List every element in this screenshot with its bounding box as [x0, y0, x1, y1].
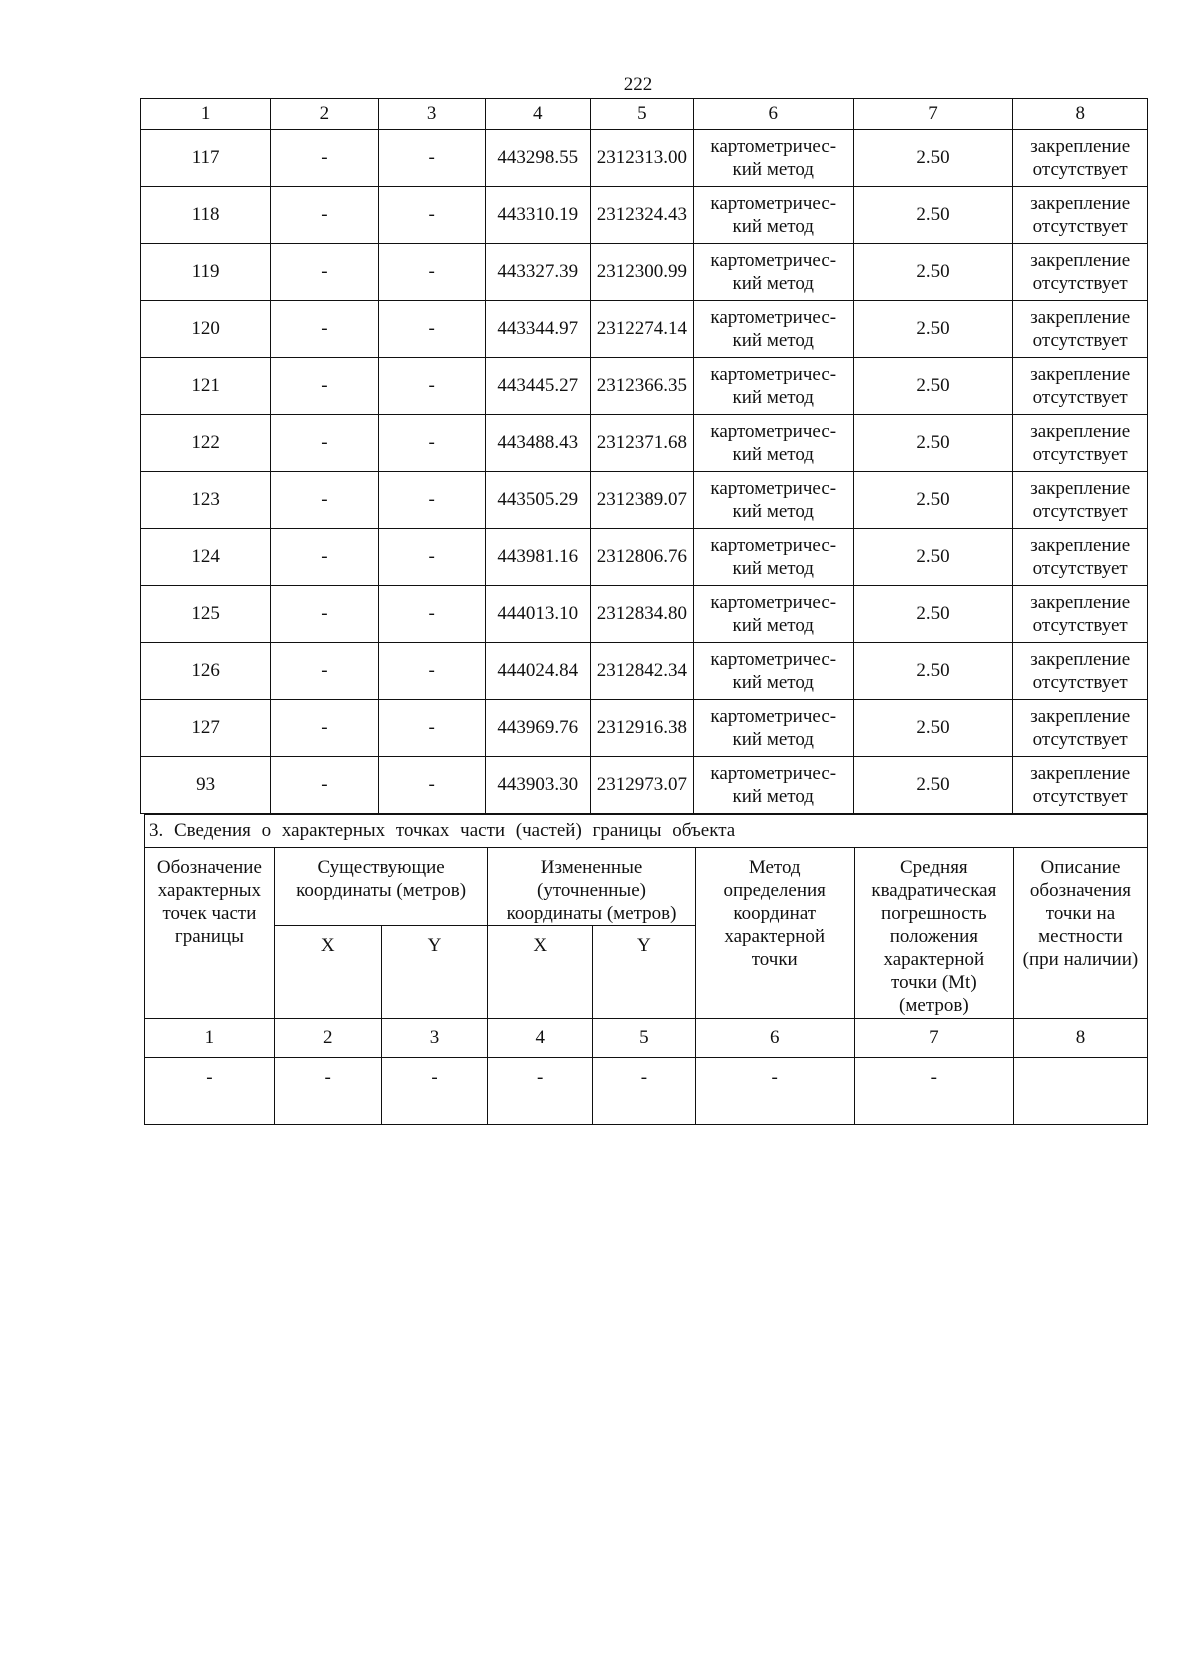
existing-x: - — [271, 757, 378, 814]
point-number: 124 — [141, 529, 271, 586]
header-changed-y: Y — [593, 926, 696, 1019]
description-line: отсутствует — [1032, 444, 1128, 465]
method-line: кий метод — [732, 387, 814, 408]
coordinate-y: 2312834.80 — [590, 586, 693, 643]
point-number: 123 — [141, 472, 271, 529]
description-line: отсутствует — [1032, 216, 1128, 237]
point-number: 127 — [141, 700, 271, 757]
method-line: кий метод — [732, 159, 814, 180]
point-number: 122 — [141, 415, 271, 472]
description-cell — [1013, 643, 1148, 700]
description-cell — [1013, 244, 1148, 301]
existing-x: - — [271, 700, 378, 757]
method-line: кий метод — [732, 558, 814, 579]
method-line: картометричес- — [710, 307, 837, 328]
header-line: точки на — [1045, 903, 1116, 924]
table-row — [141, 358, 1148, 415]
existing-y: - — [378, 586, 485, 643]
description-line: отсутствует — [1032, 558, 1128, 579]
description-line: отсутствует — [1032, 729, 1128, 750]
existing-x: - — [271, 358, 378, 415]
method-line: картометричес- — [710, 364, 837, 385]
coordinate-x: 443488.43 — [485, 415, 590, 472]
header-line: координаты (метров) — [296, 880, 467, 901]
method-line: кий метод — [732, 729, 814, 750]
mean-square-error: 2.50 — [853, 757, 1013, 814]
coordinate-x: 443505.29 — [485, 472, 590, 529]
header-line: точки — [751, 949, 798, 970]
mean-square-error: 2.50 — [853, 472, 1013, 529]
coordinate-y: 2312324.43 — [590, 187, 693, 244]
point-number: 126 — [141, 643, 271, 700]
coordinate-x: 443969.76 — [485, 700, 590, 757]
description-line: отсутствует — [1032, 330, 1128, 351]
header-line: обозначения — [1029, 880, 1131, 901]
table-row — [141, 643, 1148, 700]
header-changed-x: X — [488, 926, 593, 1019]
existing-y: - — [378, 187, 485, 244]
coordinate-y: 2312274.14 — [590, 301, 693, 358]
coordinate-y: 2312300.99 — [590, 244, 693, 301]
coordinate-y: 2312806.76 — [590, 529, 693, 586]
header-line: Существующие — [317, 857, 445, 878]
coordinate-x: 443981.16 — [485, 529, 590, 586]
mean-square-error: 2.50 — [853, 130, 1013, 187]
section-title: 3. Сведения о характерных точках части (частей) границы объекта — [145, 815, 1148, 848]
existing-y: - — [378, 529, 485, 586]
existing-x: - — [271, 586, 378, 643]
method-line: картометричес- — [710, 706, 837, 727]
description-line: закрепление — [1030, 307, 1131, 328]
header-line: квадратическая — [871, 880, 997, 901]
header-line: характерных — [157, 880, 262, 901]
header-line: (уточненные) — [537, 880, 646, 901]
coordinate-x: 444024.84 — [485, 643, 590, 700]
method-line: кий метод — [732, 672, 814, 693]
method-line: картометричес- — [710, 136, 837, 157]
coordinate-x: 443445.27 — [485, 358, 590, 415]
existing-y: - — [378, 415, 485, 472]
existing-x: - — [271, 301, 378, 358]
header-designation — [145, 848, 275, 1019]
header-line: Описание — [1040, 857, 1121, 878]
mean-square-error: 2.50 — [853, 415, 1013, 472]
header-existing-coordinates — [274, 848, 488, 926]
page-number: 222 — [623, 74, 653, 95]
description-cell — [1013, 586, 1148, 643]
method-line: картометричес- — [710, 193, 837, 214]
point-number: 120 — [141, 301, 271, 358]
method-line: картометричес- — [710, 592, 837, 613]
description-line: отсутствует — [1032, 786, 1128, 807]
data-cell-7: - — [854, 1058, 1013, 1125]
column-number-1: 1 — [145, 1019, 275, 1058]
description-line: закрепление — [1030, 364, 1131, 385]
method-cell — [693, 358, 853, 415]
existing-y: - — [378, 244, 485, 301]
method-line: картометричес- — [710, 421, 837, 442]
boundary-points-table — [140, 98, 1148, 814]
data-cell-6: - — [695, 1058, 854, 1125]
description-line: закрепление — [1030, 421, 1131, 442]
description-line: закрепление — [1030, 706, 1131, 727]
table-row — [141, 301, 1148, 358]
method-line: картометричес- — [710, 763, 837, 784]
coordinate-x: 443903.30 — [485, 757, 590, 814]
coordinate-x: 443344.97 — [485, 301, 590, 358]
mean-square-error: 2.50 — [853, 643, 1013, 700]
method-cell — [693, 130, 853, 187]
column-number-3: 3 — [378, 99, 485, 130]
description-line: закрепление — [1030, 478, 1131, 499]
description-line: отсутствует — [1032, 159, 1128, 180]
description-cell — [1013, 130, 1148, 187]
description-cell — [1013, 301, 1148, 358]
column-number-5: 5 — [590, 99, 693, 130]
column-number-4: 4 — [488, 1019, 593, 1058]
description-line: закрепление — [1030, 592, 1131, 613]
column-number-6: 6 — [695, 1019, 854, 1058]
table-row — [141, 586, 1148, 643]
header-changed-coordinates — [488, 848, 695, 926]
description-line: закрепление — [1030, 250, 1131, 271]
mean-square-error: 2.50 — [853, 244, 1013, 301]
existing-x: - — [271, 415, 378, 472]
header-line: погрешность — [881, 903, 987, 924]
method-line: кий метод — [732, 330, 814, 351]
header-line: Средняя — [900, 857, 968, 878]
point-number: 93 — [141, 757, 271, 814]
method-line: кий метод — [732, 216, 814, 237]
part-boundary-points-table — [144, 814, 1148, 1125]
existing-y: - — [378, 472, 485, 529]
column-number-row — [141, 99, 1148, 130]
data-cell-2: - — [274, 1058, 381, 1125]
method-line: кий метод — [732, 786, 814, 807]
table-row — [141, 130, 1148, 187]
header-line: характерной — [724, 926, 826, 947]
mean-square-error: 2.50 — [853, 301, 1013, 358]
point-number: 119 — [141, 244, 271, 301]
column-number-row — [145, 1019, 1148, 1058]
header-line: Обозначение — [156, 857, 262, 878]
method-line: картометричес- — [710, 250, 837, 271]
description-cell — [1013, 700, 1148, 757]
header-line: местности — [1038, 926, 1123, 947]
description-cell — [1013, 358, 1148, 415]
header-line: границы — [174, 926, 244, 947]
description-line: закрепление — [1030, 136, 1131, 157]
existing-y: - — [378, 130, 485, 187]
mean-square-error: 2.50 — [853, 187, 1013, 244]
table-row — [145, 1058, 1148, 1125]
data-cell-8 — [1013, 1058, 1147, 1125]
method-cell — [693, 586, 853, 643]
table-row — [141, 244, 1148, 301]
column-number-7: 7 — [853, 99, 1013, 130]
column-number-5: 5 — [593, 1019, 696, 1058]
header-line: Измененные — [540, 857, 643, 878]
existing-y: - — [378, 301, 485, 358]
method-cell — [693, 529, 853, 586]
header-line: положения — [889, 926, 978, 947]
column-number-3: 3 — [381, 1019, 488, 1058]
coordinate-y: 2312313.00 — [590, 130, 693, 187]
mean-square-error: 2.50 — [853, 358, 1013, 415]
method-line: кий метод — [732, 501, 814, 522]
description-cell — [1013, 472, 1148, 529]
coordinate-y: 2312973.07 — [590, 757, 693, 814]
existing-x: - — [271, 472, 378, 529]
column-number-8: 8 — [1013, 99, 1148, 130]
description-line: отсутствует — [1032, 273, 1128, 294]
existing-y: - — [378, 643, 485, 700]
column-number-4: 4 — [485, 99, 590, 130]
method-line: кий метод — [732, 273, 814, 294]
method-line: картометричес- — [710, 535, 837, 556]
method-cell — [693, 244, 853, 301]
header-line: (при наличии) — [1022, 949, 1139, 970]
description-line: закрепление — [1030, 535, 1131, 556]
header-line: определения — [723, 880, 826, 901]
method-line: картометричес- — [710, 478, 837, 499]
description-cell — [1013, 415, 1148, 472]
header-line: (метров) — [899, 995, 969, 1016]
coordinate-x: 443298.55 — [485, 130, 590, 187]
coordinate-y: 2312842.34 — [590, 643, 693, 700]
header-mean-square-error — [854, 848, 1013, 1019]
header-existing-y: Y — [381, 926, 488, 1019]
description-line: закрепление — [1030, 193, 1131, 214]
header-line: характерной — [883, 949, 985, 970]
header-method — [695, 848, 854, 1019]
existing-y: - — [378, 700, 485, 757]
description-line: отсутствует — [1032, 615, 1128, 636]
mean-square-error: 2.50 — [853, 700, 1013, 757]
existing-x: - — [271, 643, 378, 700]
column-number-2: 2 — [271, 99, 378, 130]
coordinate-x: 443310.19 — [485, 187, 590, 244]
data-cell-3: - — [381, 1058, 488, 1125]
coordinate-x: 444013.10 — [485, 586, 590, 643]
header-existing-x: X — [274, 926, 381, 1019]
method-line: кий метод — [732, 615, 814, 636]
method-cell — [693, 700, 853, 757]
table-row — [141, 757, 1148, 814]
point-number: 125 — [141, 586, 271, 643]
method-cell — [693, 643, 853, 700]
method-line: картометричес- — [710, 649, 837, 670]
method-cell — [693, 415, 853, 472]
description-cell — [1013, 187, 1148, 244]
existing-x: - — [271, 130, 378, 187]
method-line: кий метод — [732, 444, 814, 465]
column-number-8: 8 — [1013, 1019, 1147, 1058]
table-row — [141, 529, 1148, 586]
coordinate-y: 2312916.38 — [590, 700, 693, 757]
table-row — [141, 700, 1148, 757]
method-cell — [693, 187, 853, 244]
table-row — [141, 472, 1148, 529]
point-number: 121 — [141, 358, 271, 415]
description-line: закрепление — [1030, 649, 1131, 670]
mean-square-error: 2.50 — [853, 529, 1013, 586]
existing-x: - — [271, 529, 378, 586]
coordinate-y: 2312371.68 — [590, 415, 693, 472]
column-number-7: 7 — [854, 1019, 1013, 1058]
method-cell — [693, 472, 853, 529]
description-line: отсутствует — [1032, 387, 1128, 408]
existing-y: - — [378, 358, 485, 415]
description-cell — [1013, 757, 1148, 814]
header-line: координаты (метров) — [506, 903, 677, 924]
point-number: 118 — [141, 187, 271, 244]
point-number: 117 — [141, 130, 271, 187]
header-line: точек части — [162, 903, 257, 924]
table-row — [141, 415, 1148, 472]
description-line: отсутствует — [1032, 672, 1128, 693]
data-cell-4: - — [488, 1058, 593, 1125]
description-line: отсутствует — [1032, 501, 1128, 522]
data-cell-1: - — [145, 1058, 275, 1125]
column-number-6: 6 — [693, 99, 853, 130]
coordinate-y: 2312366.35 — [590, 358, 693, 415]
coordinate-y: 2312389.07 — [590, 472, 693, 529]
existing-y: - — [378, 757, 485, 814]
method-cell — [693, 301, 853, 358]
column-number-2: 2 — [274, 1019, 381, 1058]
table-row — [141, 187, 1148, 244]
description-cell — [1013, 529, 1148, 586]
data-cell-5: - — [593, 1058, 696, 1125]
description-line: закрепление — [1030, 763, 1131, 784]
existing-x: - — [271, 187, 378, 244]
coordinate-x: 443327.39 — [485, 244, 590, 301]
header-description — [1013, 848, 1147, 1019]
existing-x: - — [271, 244, 378, 301]
mean-square-error: 2.50 — [853, 586, 1013, 643]
header-line: Метод — [748, 857, 801, 878]
header-line: координат — [733, 903, 817, 924]
method-cell — [693, 757, 853, 814]
header-line: точки (Mt) — [891, 972, 977, 993]
column-number-1: 1 — [141, 99, 271, 130]
